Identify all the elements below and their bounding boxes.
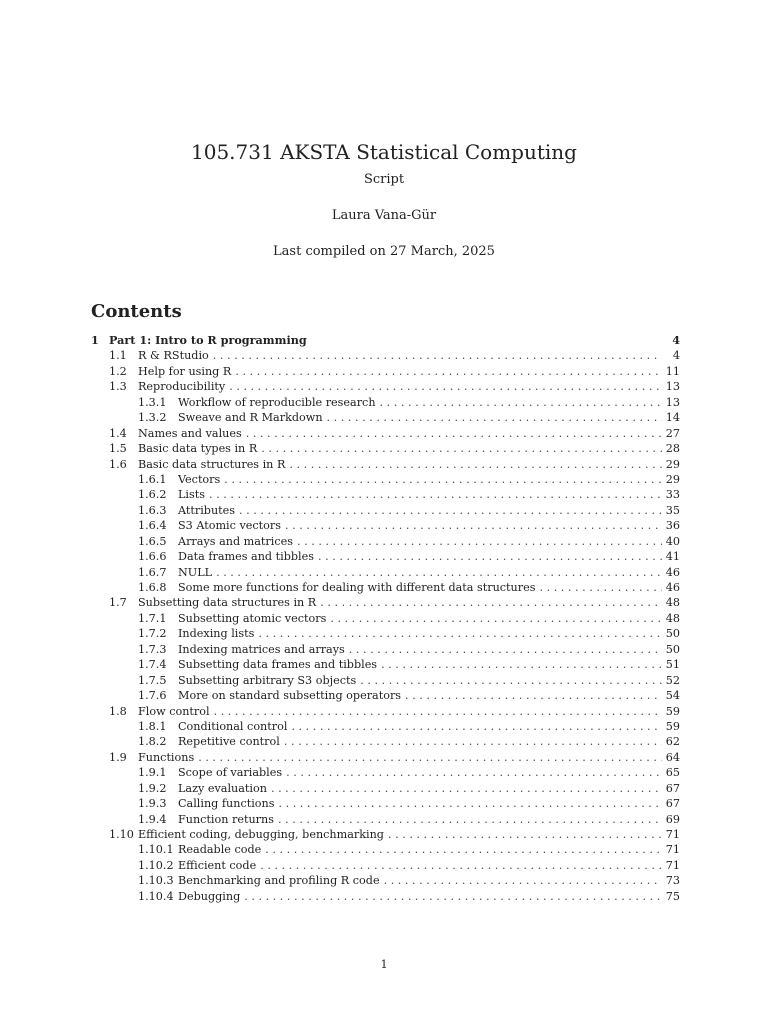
toc-entry-title: Benchmarking and profiling R code [178, 874, 380, 888]
toc-entry-page: 27 [665, 426, 680, 440]
toc-entry-number: 1.10.4 [138, 889, 174, 903]
toc-entry[interactable] [91, 673, 680, 688]
toc-entry-page: 73 [665, 874, 680, 888]
contents-heading: Contents [91, 301, 182, 322]
toc-entry-page: 11 [665, 364, 680, 378]
toc-entry-number: 1.7.6 [138, 689, 167, 703]
toc-entry-number: 1.7.2 [138, 627, 167, 641]
toc-entry-number: 1.8.1 [138, 719, 167, 733]
toc-entry[interactable] [91, 642, 680, 657]
toc-entry-title: Efficient code [178, 858, 257, 872]
toc-entry[interactable] [91, 379, 680, 394]
toc-entry[interactable] [91, 518, 680, 533]
toc-entry-page: 28 [665, 442, 680, 456]
toc-entry-title: Help for using R [138, 364, 232, 378]
toc-entry-page: 14 [665, 411, 680, 425]
toc-dot-leader [318, 549, 662, 564]
toc-dot-leader [327, 410, 662, 425]
toc-dot-leader [278, 796, 661, 811]
toc-entry-number: 1.6.3 [138, 503, 167, 517]
toc-entry-title: Indexing matrices and arrays [178, 642, 345, 656]
toc-entry-title: Conditional control [178, 719, 288, 733]
toc-entry[interactable] [91, 858, 680, 873]
toc-entry-title: Readable code [178, 843, 262, 857]
toc-dot-leader [330, 611, 661, 626]
toc-entry[interactable] [91, 457, 680, 472]
toc-entry-page: 4 [672, 349, 680, 363]
toc-entry-page: 54 [665, 689, 680, 703]
toc-entry[interactable] [91, 595, 680, 610]
toc-entry-number: 1.9.1 [138, 766, 167, 780]
toc-entry-title: Attributes [178, 503, 236, 517]
toc-entry[interactable] [91, 611, 680, 626]
toc-entry[interactable] [91, 487, 680, 502]
toc-dot-leader [381, 657, 662, 672]
toc-dot-leader [320, 595, 662, 610]
toc-entry-page: 52 [665, 673, 680, 687]
toc-entry[interactable] [91, 827, 680, 842]
toc-entry-title: Functions [138, 750, 195, 764]
toc-entry-page: 71 [665, 843, 680, 857]
toc-entry-number: 1.6.4 [138, 519, 167, 533]
toc-entry-number: 1.7 [109, 596, 127, 610]
toc-entry-title: Workflow of reproducible research [178, 395, 376, 409]
toc-dot-leader [246, 426, 662, 441]
toc-entry[interactable] [91, 873, 680, 888]
toc-entry[interactable] [91, 565, 680, 580]
toc-entry-title: Indexing lists [178, 627, 255, 641]
toc-entry[interactable] [91, 842, 680, 857]
toc-entry-page: 29 [665, 472, 680, 486]
page-number: 1 [380, 958, 388, 971]
toc-entry[interactable] [91, 626, 680, 641]
toc-dot-leader [214, 704, 662, 719]
toc-entry-number: 1.2 [109, 364, 127, 378]
toc-dot-leader [224, 472, 661, 487]
toc-entry-title: R & RStudio [138, 349, 209, 363]
toc-entry-page: 29 [665, 457, 680, 471]
toc-entry-number: 1.6.6 [138, 550, 167, 564]
toc-entry-page: 48 [665, 611, 680, 625]
toc-entry-page: 4 [672, 333, 680, 347]
toc-entry-number: 1.9.4 [138, 812, 167, 826]
toc-entry-title: Sweave and R Markdown [178, 411, 323, 425]
toc-entry-title: Some more functions for dealing with different data structures [178, 581, 536, 594]
toc-dot-leader [297, 534, 662, 549]
toc-entry-title: Reproducibility [138, 380, 226, 394]
toc-entry-page: 41 [665, 550, 680, 564]
toc-dot-leader [271, 781, 662, 796]
toc-entry-page: 50 [665, 642, 680, 656]
toc-dot-leader [291, 719, 661, 734]
toc-dot-leader [360, 673, 662, 688]
toc-entry-page: 40 [665, 534, 680, 548]
toc-entry-number: 1.6.5 [138, 534, 167, 548]
toc-entry[interactable] [91, 364, 680, 379]
toc-dot-leader [284, 734, 662, 749]
toc-entry-title: Subsetting data structures in R [138, 596, 317, 610]
toc-entry[interactable] [91, 503, 680, 518]
toc-entry-number: 1.6.8 [138, 581, 167, 594]
toc-entry-page: 36 [665, 519, 680, 533]
toc-entry-title: Part 1: Intro to R programming [109, 333, 307, 347]
toc-entry-number: 1.3 [109, 380, 127, 394]
toc-entry-title: Basic data structures in R [138, 457, 286, 471]
toc-entry-number: 1.7.5 [138, 673, 167, 687]
toc-entry-page: 35 [665, 503, 680, 517]
toc-entry-number: 1.6.2 [138, 488, 167, 502]
toc-dot-leader [289, 457, 661, 472]
toc-entry[interactable] [91, 704, 680, 719]
toc-entry-title: Subsetting arbitrary S3 objects [178, 673, 357, 687]
toc-entry[interactable] [91, 657, 680, 672]
toc-entry-title: More on standard subsetting operators [178, 689, 402, 703]
toc-entry[interactable] [91, 426, 680, 441]
toc-entry-number: 1.7.1 [138, 611, 167, 625]
toc-entry[interactable] [91, 734, 680, 749]
toc-entry[interactable] [91, 472, 680, 487]
toc-entry-page: 46 [665, 565, 680, 579]
toc-dot-leader [258, 626, 661, 641]
toc-entry[interactable] [91, 534, 680, 549]
toc-entry-number: 1 [91, 333, 99, 347]
title-block [0, 138, 768, 261]
toc-entry-page: 33 [665, 488, 680, 502]
document-subtitle: Script [363, 172, 405, 187]
toc-entry-number: 1.8 [109, 704, 127, 718]
toc-dot-leader [198, 750, 662, 765]
toc-entry-title: Lists [178, 488, 205, 502]
toc-entry[interactable] [91, 549, 680, 564]
toc-entry-page: 50 [665, 627, 680, 641]
toc-entry-page: 51 [665, 658, 680, 672]
toc-entry-title: Data frames and tibbles [178, 550, 314, 564]
toc-dot-leader [261, 441, 662, 456]
toc-entry-number: 1.4 [109, 426, 127, 440]
toc-entry-page: 69 [665, 812, 680, 826]
toc-entry[interactable] [91, 395, 680, 410]
toc-entry-page: 64 [665, 750, 680, 764]
toc-entry[interactable] [91, 750, 680, 765]
toc-entry-page: 71 [665, 828, 680, 841]
toc-dot-leader [539, 580, 661, 595]
toc-entry-title: Efficient coding, debugging, benchmarking [138, 828, 384, 841]
toc-entry[interactable] [91, 781, 680, 796]
toc-entry-number: 1.3.2 [138, 411, 167, 425]
toc-dot-leader [286, 765, 662, 780]
toc-dot-leader [235, 364, 661, 379]
toc-entry-page: 48 [665, 596, 680, 610]
toc-entry-page: 59 [665, 719, 680, 733]
toc-dot-leader [229, 379, 662, 394]
toc-entry[interactable] [91, 333, 680, 348]
toc-entry-page: 59 [665, 704, 680, 718]
toc-entry-title: Subsetting data frames and tibbles [178, 658, 378, 672]
toc-entry[interactable] [91, 796, 680, 811]
toc-entry[interactable] [91, 719, 680, 734]
toc-entry-number: 1.10 [109, 828, 134, 841]
toc-entry-number: 1.9.2 [138, 781, 167, 795]
toc-dot-leader [239, 503, 662, 518]
toc-entry-page: 46 [665, 581, 680, 594]
toc-entry-number: 1.3.1 [138, 395, 167, 409]
toc-entry-number: 1.6.1 [138, 472, 167, 486]
document-date: Last compiled on 27 March, 2025 [273, 244, 495, 259]
toc-entry-title: Lazy evaluation [178, 781, 267, 795]
toc-dot-leader [405, 688, 662, 703]
toc-entry-number: 1.9.3 [138, 797, 167, 811]
toc-entry-title: Names and values [138, 426, 242, 440]
toc-entry-number: 1.10.1 [138, 843, 174, 857]
toc-dot-leader [216, 565, 662, 580]
toc-entry-title: Flow control [138, 704, 210, 718]
toc-dot-leader [388, 827, 662, 842]
document-author: Laura Vana-Gür [331, 208, 437, 223]
toc-entry-title: Scope of variables [178, 766, 283, 780]
toc-entry[interactable] [91, 812, 680, 827]
toc-entry-number: 1.6 [109, 457, 127, 471]
toc-entry[interactable] [91, 441, 680, 456]
toc-entry-title: S3 Atomic vectors [178, 519, 281, 533]
toc-entry-title: Vectors [178, 472, 221, 486]
toc-entry-title: Arrays and matrices [178, 534, 293, 548]
toc-entry-number: 1.6.7 [138, 565, 167, 579]
toc-entry-number: 1.8.2 [138, 735, 167, 749]
toc-entry-title: Basic data types in R [138, 442, 258, 456]
toc-entry[interactable] [91, 765, 680, 780]
toc-dot-leader [213, 348, 662, 363]
toc-entry-page: 62 [665, 735, 680, 749]
toc-entry-title: Function returns [178, 812, 274, 826]
toc-entry-page: 71 [665, 858, 680, 872]
toc-dot-leader [209, 487, 662, 502]
toc-dot-leader [285, 518, 662, 533]
toc-entry-page: 65 [665, 766, 680, 780]
toc-entry[interactable] [91, 580, 680, 595]
toc-entry-title: NULL [178, 565, 213, 579]
toc-dot-leader [278, 812, 662, 827]
toc-entry[interactable] [91, 410, 680, 425]
toc-entry-page: 13 [665, 380, 680, 394]
toc-entry-title: Debugging [178, 889, 241, 903]
toc-entry-number: 1.7.4 [138, 658, 167, 672]
toc-dot-leader [384, 873, 662, 888]
toc-entry-number: 1.5 [109, 442, 127, 456]
toc-entry-page: 67 [665, 781, 680, 795]
toc-entry-number: 1.10.2 [138, 858, 174, 872]
toc-entry-page: 67 [665, 797, 680, 811]
toc-dot-leader [260, 858, 662, 873]
toc-entry-title: Calling functions [178, 797, 275, 811]
document-title: 105.731 AKSTA Statistical Computing [191, 140, 577, 164]
toc-dot-leader [244, 889, 662, 904]
toc-entry[interactable] [91, 348, 680, 363]
toc-dot-leader [265, 842, 662, 857]
toc-entry-number: 1.7.3 [138, 642, 167, 656]
toc-entry-title: Repetitive control [178, 735, 280, 749]
table-of-contents [91, 333, 680, 904]
toc-entry-number: 1.1 [109, 349, 127, 363]
toc-entry-page: 13 [665, 395, 680, 409]
toc-entry-number: 1.9 [109, 750, 127, 764]
toc-entry[interactable] [91, 889, 680, 904]
toc-entry-title: Subsetting atomic vectors [178, 611, 327, 625]
toc-entry-page: 75 [665, 889, 680, 903]
toc-entry-number: 1.10.3 [138, 874, 174, 888]
toc-entry[interactable] [91, 688, 680, 703]
toc-dot-leader [349, 642, 662, 657]
toc-dot-leader [380, 395, 662, 410]
